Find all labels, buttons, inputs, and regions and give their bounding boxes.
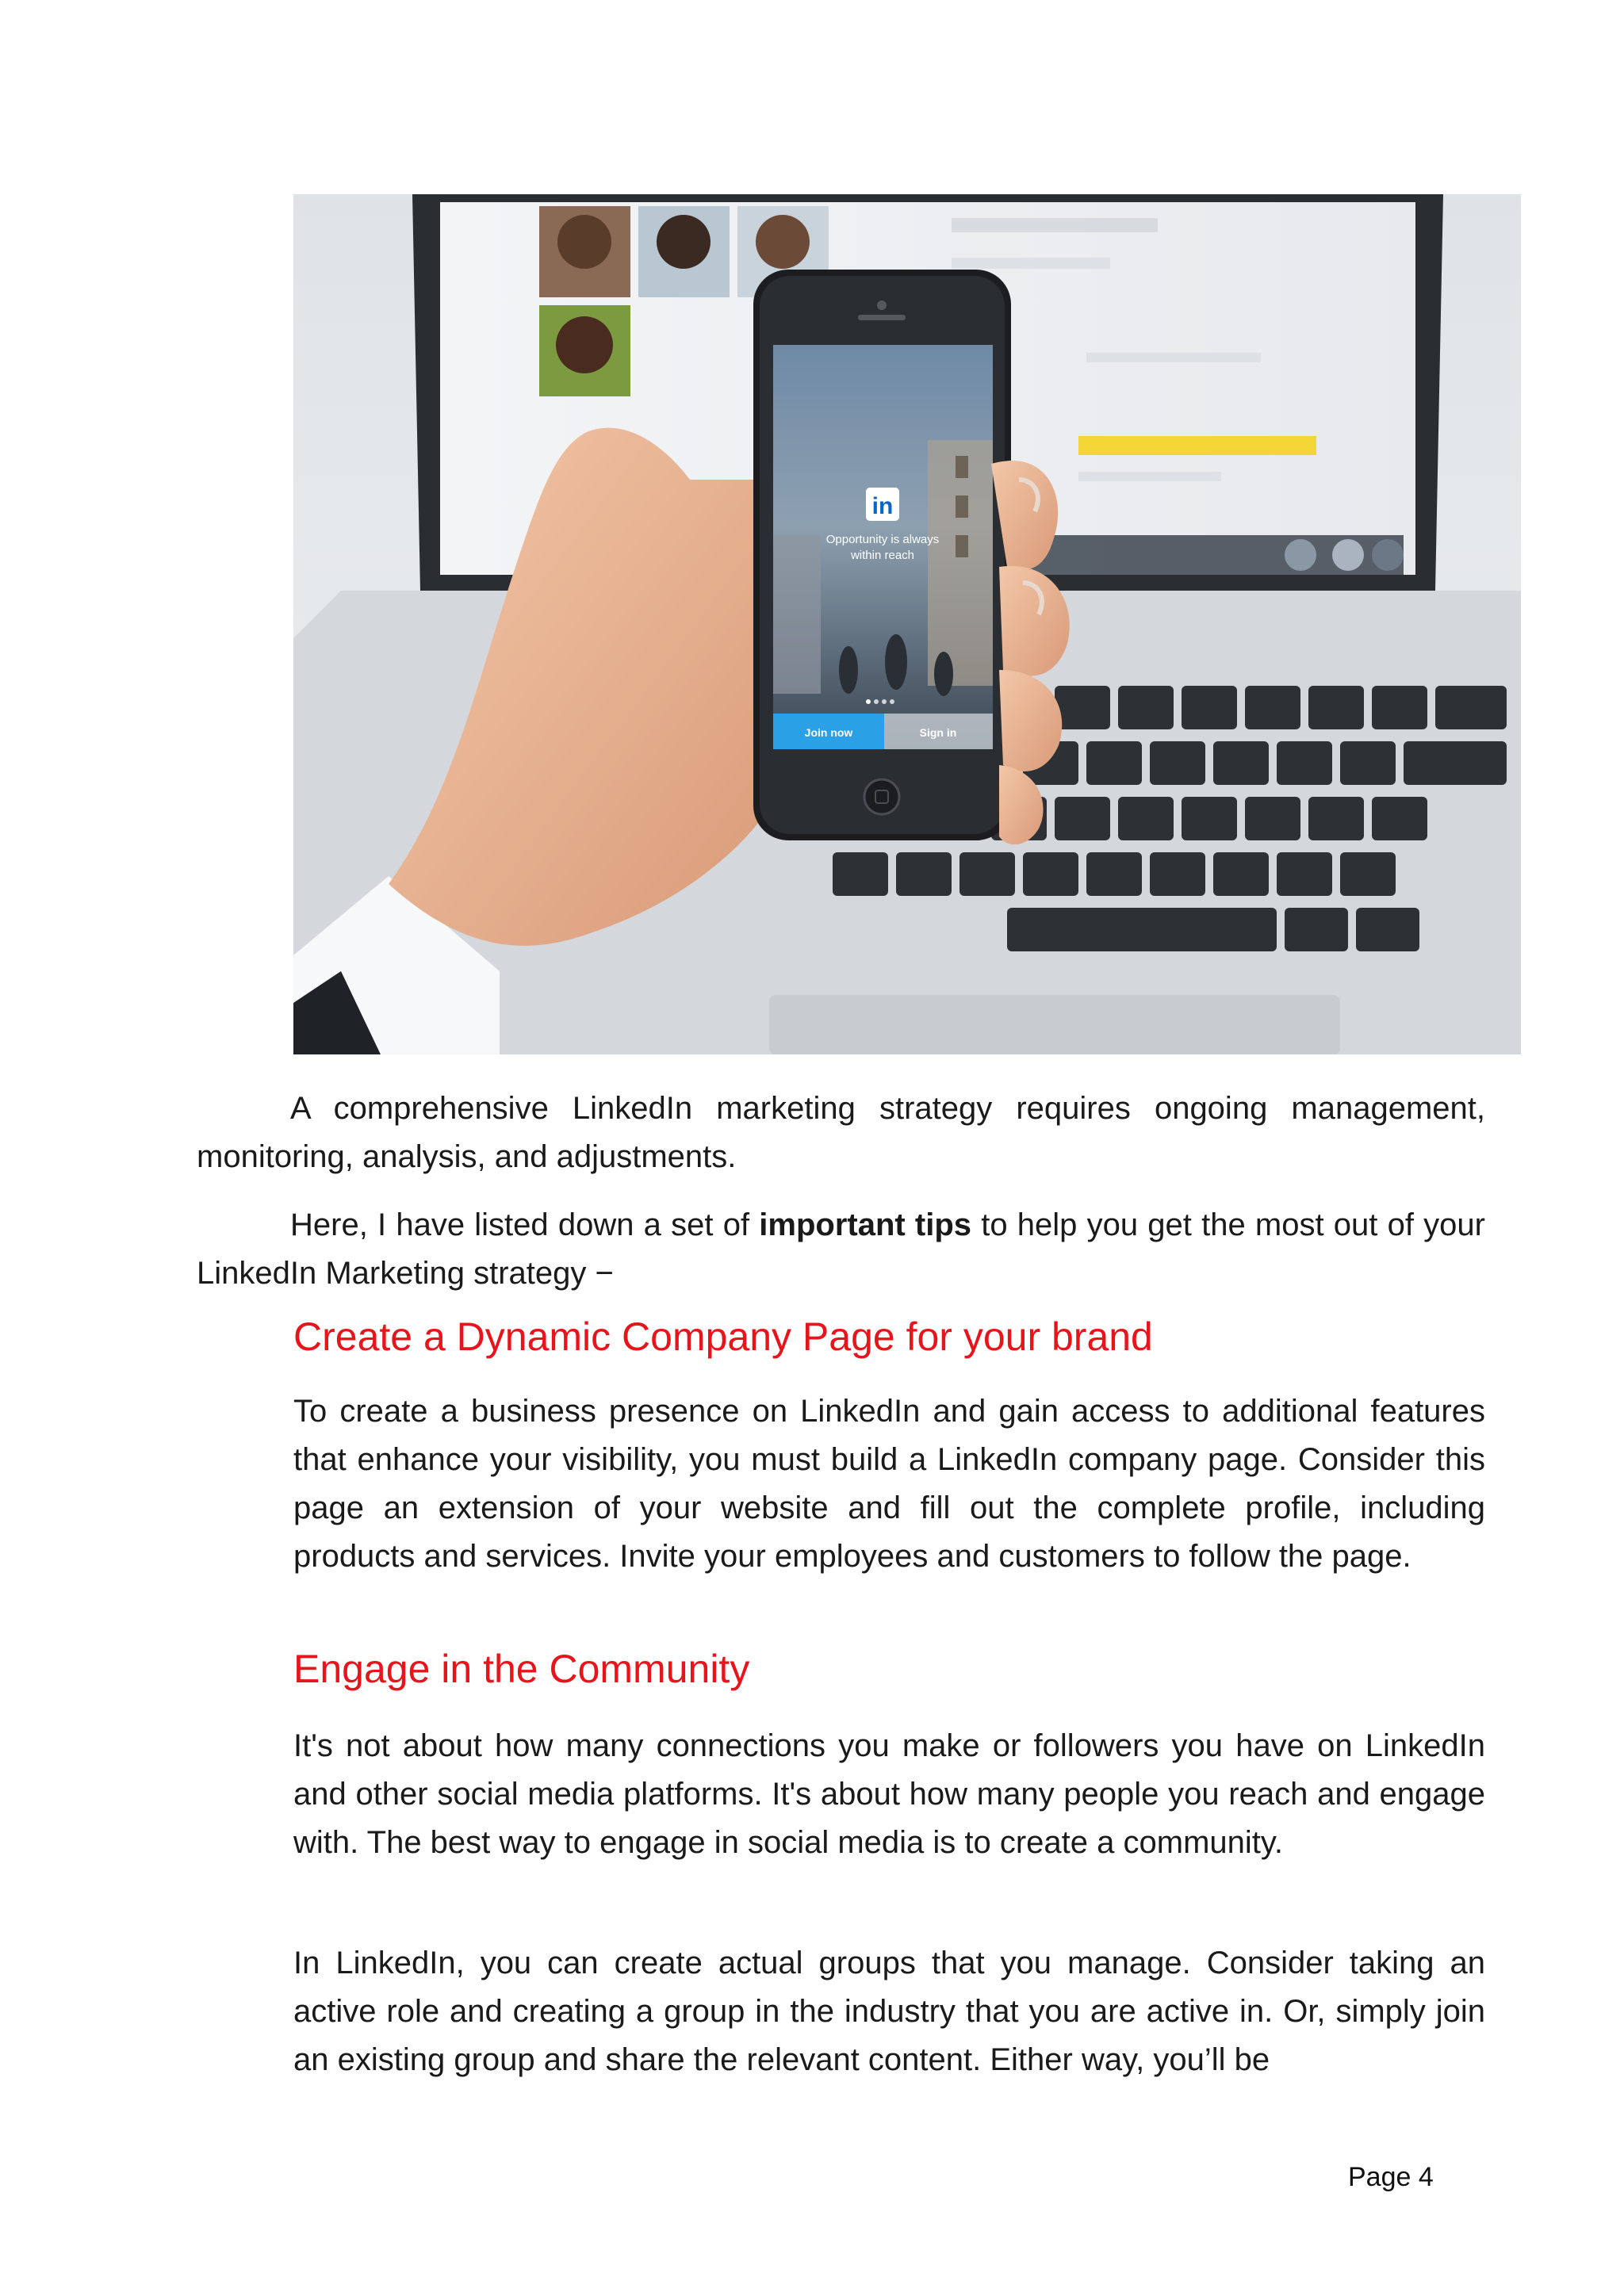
intro-paragraph: A comprehensive LinkedIn marketing strategy requires ongoing management, monitoring, analysis, and adjustments. xyxy=(197,1091,1485,1174)
page-number: Page 4 xyxy=(1348,2162,1434,2192)
join-now-label: Join now xyxy=(804,726,853,739)
phone-tagline-line2: within reach xyxy=(850,549,915,562)
photo-linkedin-phone xyxy=(293,194,1521,1054)
tips-text-before: Here, I have listed down a set of xyxy=(290,1207,760,1242)
linkedin-logo-text: in xyxy=(871,493,894,519)
tips-paragraph xyxy=(197,1201,1485,1298)
section-paragraph-company-page: To create a business presence on LinkedIn and gain access to additional features that enhance your visibility, you must build a LinkedIn company page. Consider this page an extension of your website and fill out the complete profile, including products and services. Invite your employees and customers to follow the page. xyxy=(293,1394,1485,1574)
section-paragraph-community-2: In LinkedIn, you can create actual groups that you manage. Consider taking an active role and creating a group in the industry that you are active in. Or, simply join an existing group and share the relevant content. Either way, you’ll be xyxy=(293,1946,1485,2077)
tips-text-bold: important tips xyxy=(759,1207,972,1242)
sign-in-label: Sign in xyxy=(919,726,957,739)
section-paragraph-community-1: It's not about how many connections you make or followers you have on LinkedIn and other social media platforms. It's about how many people you reach and engage with. The best way to engage in social media is to create a community. xyxy=(293,1728,1485,1860)
tips-text-after: to help you get the most out of your LinkedIn Marketing strategy − xyxy=(197,1207,1485,1291)
section-heading-company-page: Create a Dynamic Company Page for your brand xyxy=(293,1314,1153,1359)
section-heading-community: Engage in the Community xyxy=(293,1647,750,1691)
phone-tagline-line1: Opportunity is always xyxy=(825,533,940,546)
